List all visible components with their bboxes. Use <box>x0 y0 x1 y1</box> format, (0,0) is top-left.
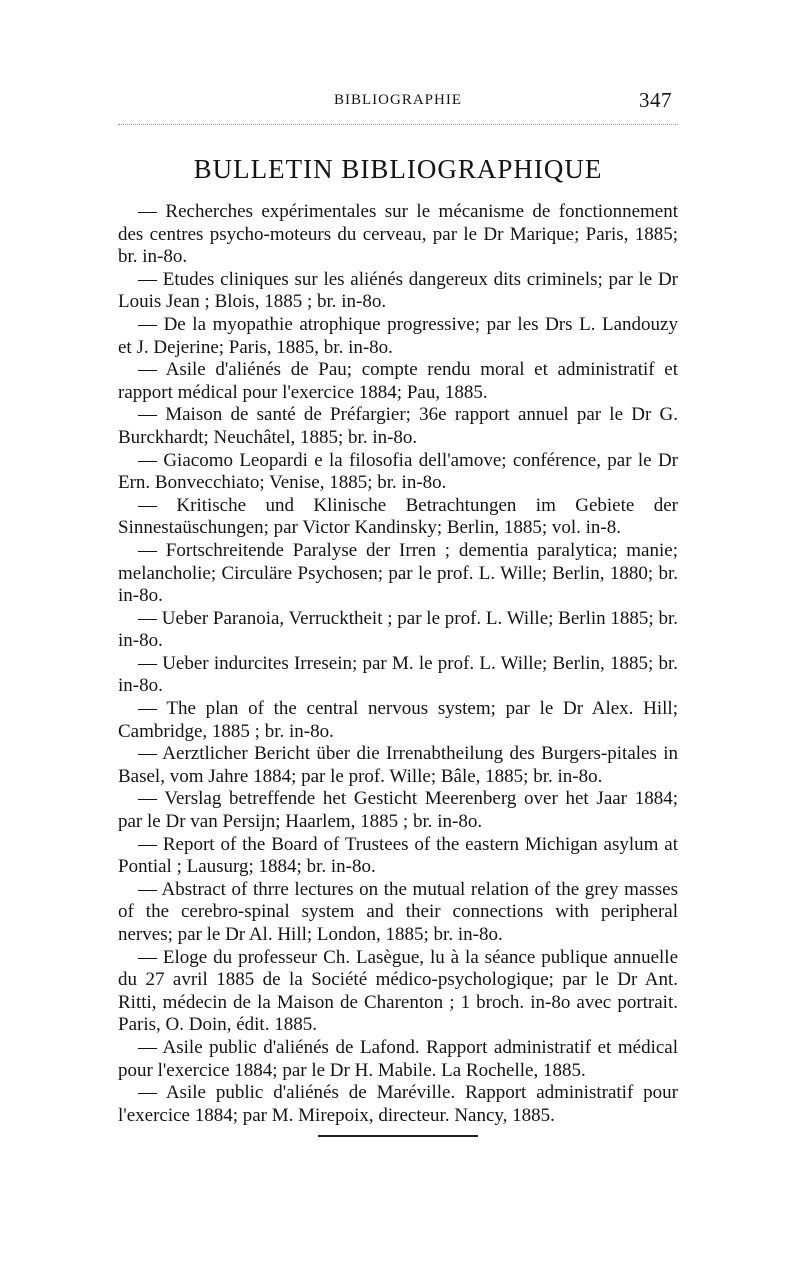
running-title: BIBLIOGRAPHIE <box>334 92 462 108</box>
bibliography-entry: — Asile d'aliénés de Pau; compte rendu moral et administratif et rapport médical pour l'exercice 1884; Pau, 1885. <box>118 359 678 403</box>
running-header <box>118 88 678 118</box>
bibliography-entry: — The plan of the central nervous system; par le Dr Alex. Hill; Cambridge, 1885 ; br. in-8o. <box>118 698 678 742</box>
bibliography-entry: — Eloge du professeur Ch. Lasègue, lu à la séance publique annuelle du 27 avril 1885 de la Société médico-psychologique; par le Dr Ant. Ritti, médecin de la Maison de Charenton ; 1 broch. in-8o avec portrait. Paris, O. Doin, édit. 1885. <box>118 946 678 1036</box>
bibliography-entry: — Giacomo Leopardi e la filosofia dell'amove; conférence, par le Dr Ern. Bonvecchiato; Venise, 1885; br. in-8o. <box>118 449 678 494</box>
page-number: 347 <box>639 88 672 112</box>
bibliography-entry: — Ueber indurcites Irresein; par M. le prof. L. Wille; Berlin, 1885; br. in-8o. <box>118 652 678 697</box>
bibliography-entry: — De la myopathie atrophique progressive; par les Drs L. Landouzy et J. Dejerine; Paris, 1885, br. in-8o. <box>118 313 678 358</box>
bibliography-entry: — Report of the Board of Trustees of the eastern Michigan asylum at Pontial ; Lausurg; 1884; br. in-8o. <box>118 833 678 878</box>
bibliography-entry: — Verslag betreffende het Gesticht Meerenberg over het Jaar 1884; par le Dr van Persijn; Haarlem, 1885 ; br. in-8o. <box>118 788 678 833</box>
document-page <box>118 88 678 1137</box>
bibliography-entry: — Recherches expérimentales sur le mécanisme de fonctionnement des centres psycho-moteurs du cerveau, par le Dr Marique; Paris, 1885; br. in-8o. <box>118 201 678 268</box>
bibliography-entry: — Ueber Paranoia, Verrucktheit ; par le prof. L. Wille; Berlin 1885; br. in-8o. <box>118 607 678 652</box>
bibliography-list <box>118 201 678 1127</box>
bibliography-entry: — Maison de santé de Préfargier; 36e rapport annuel par le Dr G. Burckhardt; Neuchâtel, 1885; br. in-8o. <box>118 404 678 448</box>
bibliography-entry: — Asile public d'aliénés de Lafond. Rapport administratif et médical pour l'exercice 1884; par le Dr H. Mabile. La Rochelle, 1885. <box>118 1036 678 1081</box>
bibliography-entry: — Fortschreitende Paralyse der Irren ; dementia paralytica; manie; melancholie; Circuläre Psychosen; par le prof. L. Wille; Berlin, 1880; br. in-8o. <box>118 539 678 607</box>
bibliography-entry: — Aerztlicher Bericht über die Irrenabtheilung des Burgers-pitales in Basel, vom Jahre 1884; par le prof. Wille; Bâle, 1885; br. in-8o. <box>118 743 678 787</box>
end-rule <box>318 1135 478 1137</box>
bibliography-entry: — Asile public d'aliénés de Maréville. Rapport administratif pour l'exercice 1884; par M. Mirepoix, directeur. Nancy, 1885. <box>118 1082 678 1126</box>
section-title: BULLETIN BIBLIOGRAPHIQUE <box>193 154 603 184</box>
bibliography-entry: — Etudes cliniques sur les aliénés dangereux dits criminels; par le Dr Louis Jean ; Blois, 1885 ; br. in-8o. <box>118 268 678 313</box>
bibliography-entry: — Kritische und Klinische Betrachtungen im Gebiete der Sinnestaüschungen; par Victor Kandinsky; Berlin, 1885; vol. in-8. <box>118 494 678 539</box>
bibliography-entry: — Abstract of thrre lectures on the mutual relation of the grey masses of the cerebro-spinal system and their connections with peripheral nerves; par le Dr Al. Hill; London, 1885; br. in-8o. <box>118 878 678 945</box>
header-rule <box>118 124 678 126</box>
